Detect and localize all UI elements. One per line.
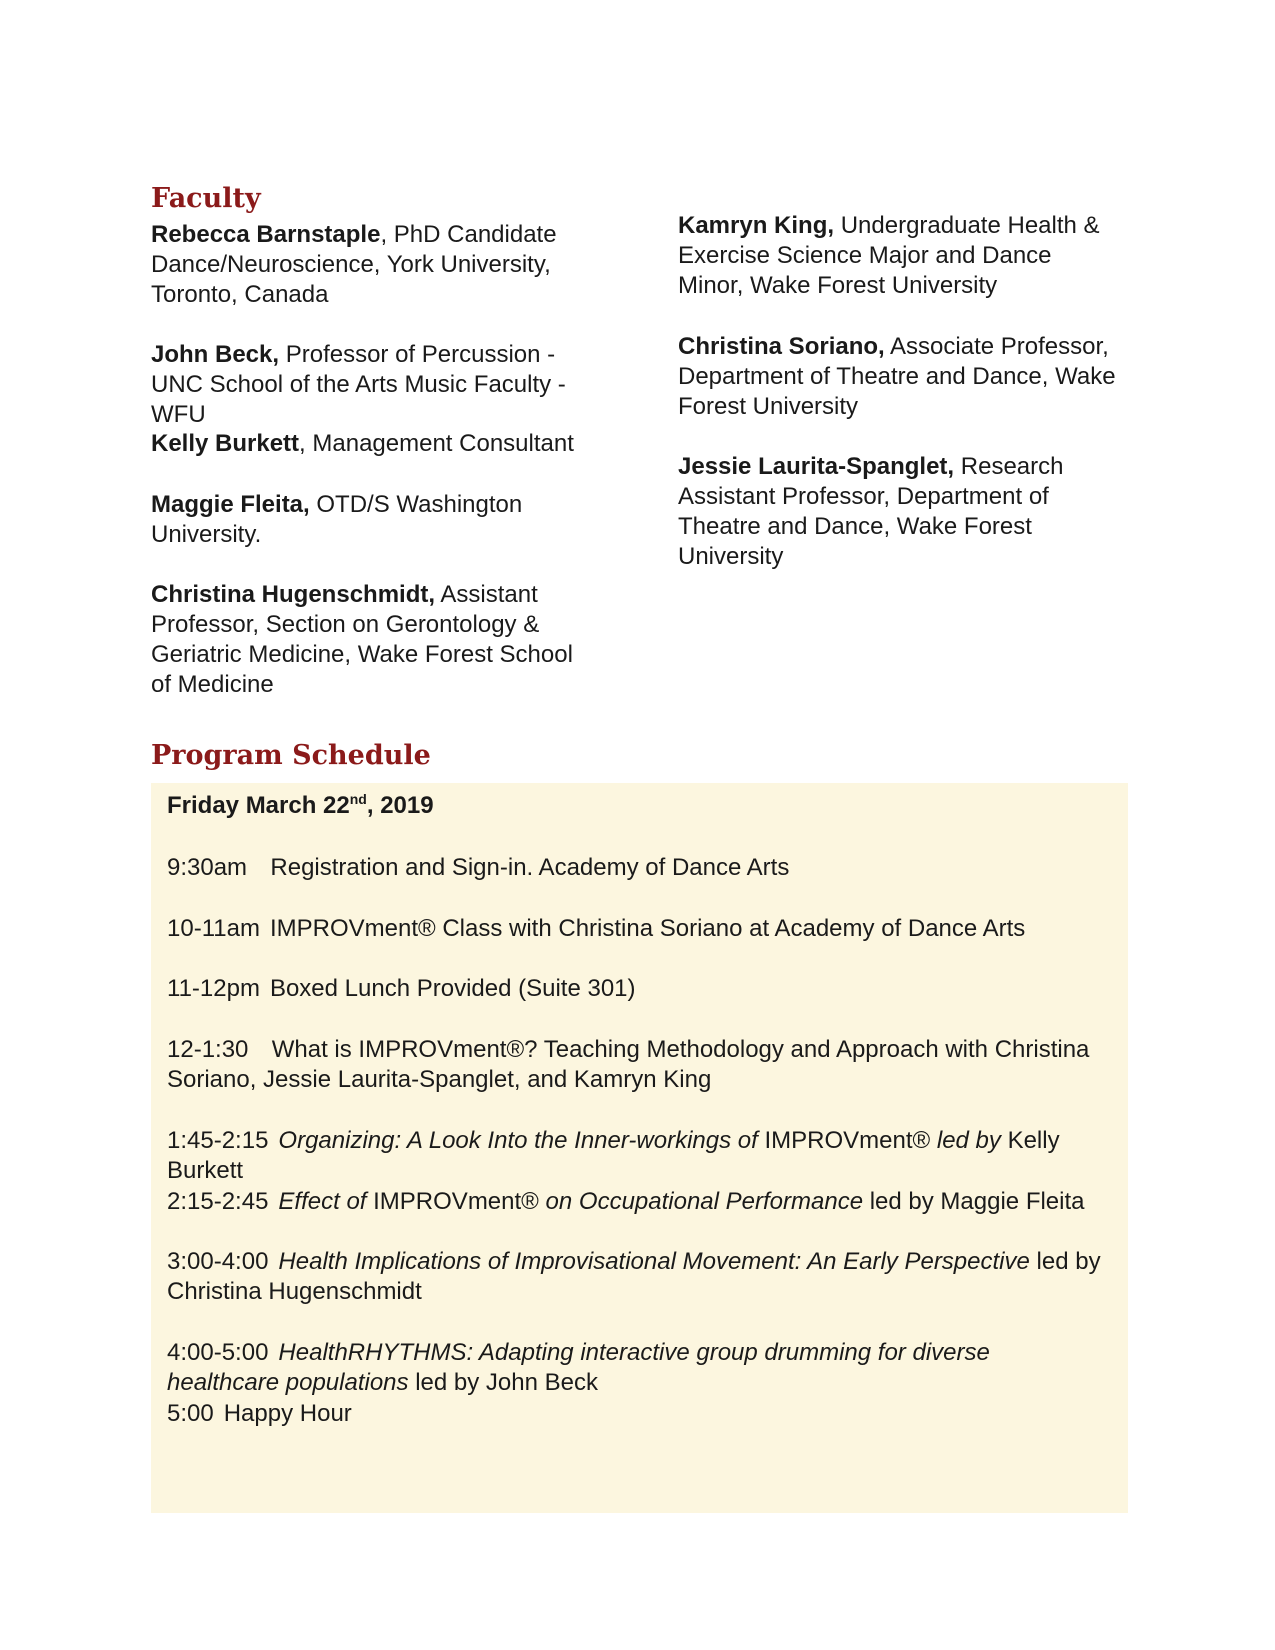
faculty-name: Kamryn King, bbox=[678, 212, 835, 239]
schedule-item bbox=[167, 974, 1107, 1004]
schedule-text: IMPROVment® Class with Christina Soriano at Academy of Dance Arts bbox=[269, 915, 1026, 942]
schedule-time: 1:45-2:15 bbox=[167, 1127, 269, 1154]
faculty-member bbox=[678, 211, 1108, 301]
faculty-name: Jessie Laurita-Spanglet, bbox=[678, 453, 955, 480]
faculty-member: Rebecca Barnstaple, PhD Candidate Dance/Neuroscience, York University, Toronto, Canada bbox=[151, 221, 557, 308]
schedule-time: 11-12pm bbox=[167, 975, 260, 1002]
faculty-member bbox=[678, 332, 1128, 422]
schedule-text: Effect of bbox=[278, 1188, 374, 1215]
schedule-item bbox=[167, 1247, 1107, 1307]
faculty-member bbox=[151, 580, 591, 700]
faculty-member bbox=[151, 340, 611, 430]
schedule-text: led by John Beck bbox=[415, 1369, 598, 1396]
schedule-text: Health Implications of Improvisational Movement: An Early Perspective bbox=[278, 1248, 1037, 1275]
schedule-time: 12-1:30 bbox=[167, 1036, 249, 1063]
schedule-text: What is IMPROVment®? Teaching Methodology and Approach with Christina Soriano, Jessie Laurita-Spanglet, and Kamryn King bbox=[167, 1036, 1097, 1093]
faculty-name: John Beck, bbox=[151, 341, 280, 368]
faculty-heading: Faculty bbox=[151, 183, 261, 214]
schedule-text: led by Christina Hugenschmidt bbox=[167, 1248, 1108, 1305]
schedule-item bbox=[167, 1035, 1107, 1095]
schedule-text: IMPROVment® bbox=[764, 1127, 937, 1154]
faculty-description: Research Assistant Professor, Department of Theatre and Dance, Wake Forest University bbox=[678, 453, 1064, 570]
schedule-item bbox=[167, 1399, 1107, 1429]
schedule-time: 10-11am bbox=[167, 915, 260, 942]
faculty-description: Assistant Professor, Section on Gerontology & Geriatric Medicine, Wake Forest School of Medicine bbox=[151, 581, 573, 698]
schedule-time: 4:00-5:00 bbox=[167, 1339, 269, 1366]
faculty-member: Kelly Burkett, Management Consultant bbox=[151, 430, 574, 457]
schedule-time: 3:00-4:00 bbox=[167, 1248, 269, 1275]
schedule-item bbox=[167, 914, 1107, 944]
schedule-text: IMPROVment® bbox=[373, 1188, 546, 1215]
schedule-time: 2:15-2:45 bbox=[167, 1188, 269, 1215]
schedule-time: 9:30am bbox=[167, 854, 248, 881]
faculty-name: Christina Soriano, bbox=[678, 333, 885, 360]
faculty-name: Maggie Fleita, bbox=[151, 491, 310, 518]
schedule-text: HealthRHYTHMS: Adapting interactive group drumming for diverse healthcare populations bbox=[167, 1339, 997, 1396]
faculty-description: Professor of Percussion - UNC School of the Arts Music Faculty - WFU bbox=[151, 341, 566, 428]
schedule-text: Registration and Sign-in. Academy of Dance Arts bbox=[257, 854, 790, 881]
schedule-time: 5:00 bbox=[167, 1400, 214, 1427]
faculty-description: Management Consultant bbox=[305, 430, 574, 457]
faculty-description: Associate Professor, Department of Theatre and Dance, Wake Forest University bbox=[678, 333, 1116, 420]
schedule-text: led by bbox=[936, 1127, 1008, 1154]
faculty-name: Rebecca Barnstaple bbox=[151, 221, 381, 248]
faculty-name: Christina Hugenschmidt, bbox=[151, 581, 436, 608]
faculty-member bbox=[678, 452, 1088, 572]
program-schedule-heading: Program Schedule bbox=[151, 740, 431, 771]
schedule-item bbox=[167, 1126, 1107, 1186]
faculty-description: OTD/S Washington University. bbox=[151, 491, 523, 548]
faculty-description: Undergraduate Health & Exercise Science Major and Dance Minor, Wake Forest University bbox=[678, 212, 1100, 299]
schedule-text: Happy Hour bbox=[223, 1400, 352, 1427]
faculty-member bbox=[151, 490, 571, 550]
schedule-text: Boxed Lunch Provided (Suite 301) bbox=[269, 975, 636, 1002]
schedule-date: Friday March 22nd, 2019 bbox=[167, 791, 434, 819]
schedule-text: Kelly Burkett bbox=[167, 1127, 1067, 1184]
schedule-panel bbox=[151, 783, 1128, 1513]
schedule-text: on Occupational Performance bbox=[545, 1188, 870, 1215]
faculty-description: PhD Candidate Dance/Neuroscience, York University, Toronto, Canada bbox=[151, 221, 557, 308]
schedule-text: led by Maggie Fleita bbox=[869, 1188, 1085, 1215]
faculty-name: Kelly Burkett bbox=[151, 430, 300, 457]
schedule-item bbox=[167, 1187, 1107, 1217]
schedule-item bbox=[167, 853, 1107, 883]
schedule-item bbox=[167, 1338, 1107, 1398]
schedule-text: Organizing: A Look Into the Inner-workings of bbox=[278, 1127, 765, 1154]
